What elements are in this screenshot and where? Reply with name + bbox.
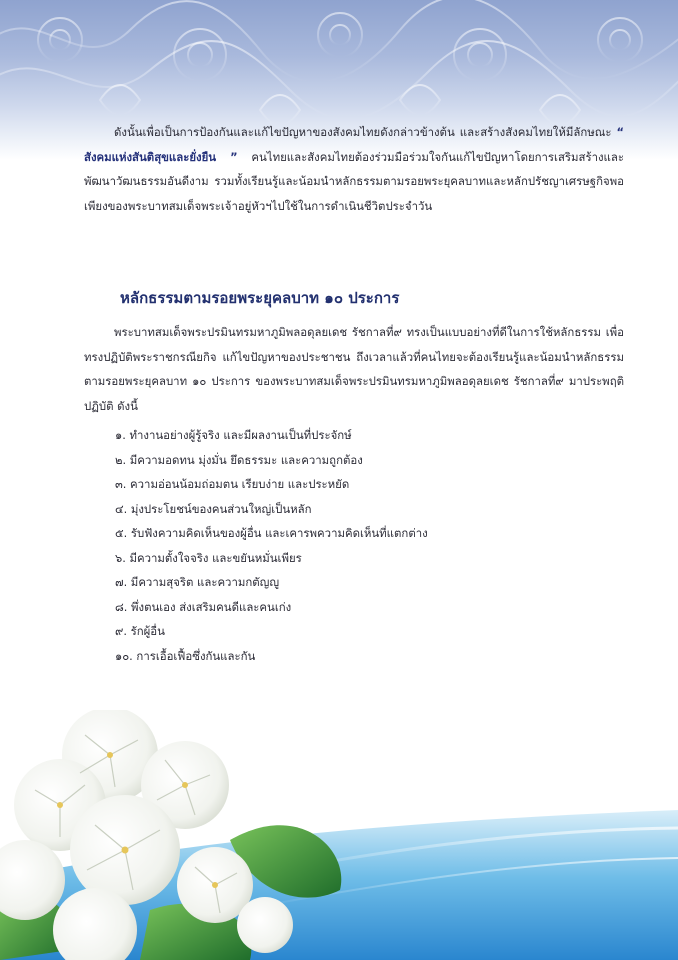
list-item: ๘. พึ่งตนเอง ส่งเสริมคนดีและคนเก่ง bbox=[115, 599, 292, 614]
list-item: ๖. มีความตั้งใจจริง และขยันหมั่นเพียร bbox=[115, 550, 302, 565]
list-item: ๒. มีความอดทน มุ่งมั่น ยึดธรรมะ และความถูกต้อง bbox=[115, 452, 363, 467]
list-item: ๙. รักผู้อื่น bbox=[115, 624, 165, 638]
list-item: ๓. ความอ่อนน้อมถ่อมตน เรียบง่าย และประหยัด bbox=[115, 477, 350, 491]
intro-text-1: ดังนั้นเพื่อเป็นการป้องกันและแก้ไขปัญหาของสังคมไทยดังกล่าวข้างต้น และสร้างสังคมไทยให้มีลักษณะ bbox=[114, 125, 617, 139]
list-item: ๑. ทำงานอย่างผู้รู้จริง และมีผลงานเป็นที่ประจักษ์ bbox=[115, 428, 352, 442]
section-body: พระบาทสมเด็จพระปรมินทรมหาภูมิพลอดุลยเดช รัชกาลที่๙ ทรงเป็นแบบอย่างที่ดีในการใช้หลักธรรม เพื่อทรงปฏิบัติพระราชกรณียกิจ แก้ไขปัญหาของประชาชน ถึงเวลาแล้วที่คนไทยจะต้องเรียนรู้และน้อมนำหลักธรรมตามรอยพระยุคลบาท ๑๐ ประการ ของพระบาทสมเด็จพระปรมินทรมหาภูมิพลอดุลยเดช รัชกาลที่๙ มาประพฤติปฏิบัติ ดังนี้ bbox=[84, 325, 624, 413]
principles-list bbox=[115, 423, 428, 668]
list-item: ๑๐. การเอื้อเฟื้อซึ่งกันและกัน bbox=[115, 648, 256, 663]
intro-quote: “ สังคมแห่งสันติสุขและยั่งยืน ” bbox=[84, 125, 624, 164]
list-item: ๕. รับฟังความคิดเห็นของผู้อื่น และเคารพความคิดเห็นที่แตกต่าง bbox=[115, 526, 428, 540]
intro-paragraph bbox=[84, 120, 624, 218]
section-title: หลักธรรมตามรอยพระยุคลบาท ๑๐ ประการ bbox=[120, 289, 400, 307]
jasmine-flowers-icon bbox=[0, 710, 360, 960]
list-item: ๗. มีความสุจริต และความกตัญญู bbox=[115, 575, 280, 589]
intro-text-2: คนไทยและสังคมไทยต้องร่วมมือร่วมใจกันแก้ไขปัญหาโดยการเสริมสร้างและพัฒนาวัฒนธรรมอันดีงาม รวมทั้งเรียนรู้และน้อมนำหลักธรรมตามรอยพระยุคลบาทและหลักปรัชญาเศรษฐกิจพอเพียงของพระบาทสมเด็จพระเจ้าอยู่หัวฯไปใช้ในการดำเนินชีวิตประจำวัน bbox=[84, 149, 624, 213]
list-item: ๔. มุ่งประโยชน์ของคนส่วนใหญ่เป็นหลัก bbox=[115, 501, 312, 516]
